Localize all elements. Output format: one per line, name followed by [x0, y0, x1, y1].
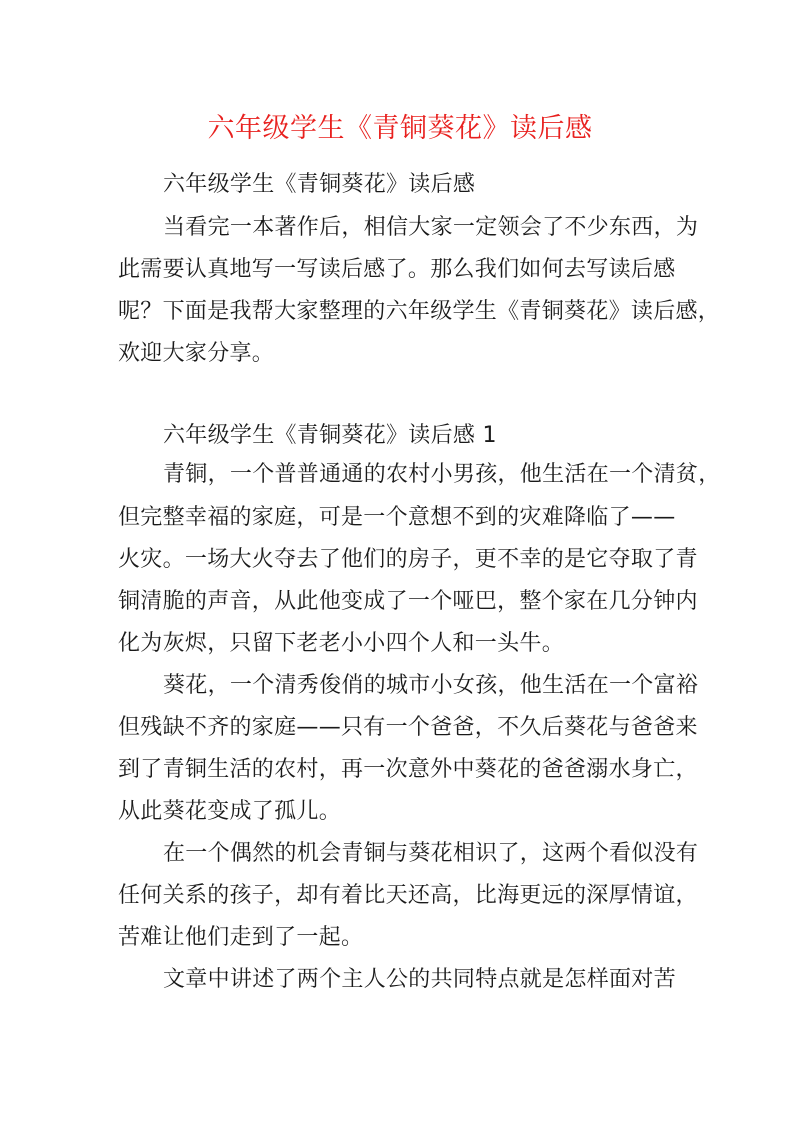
paragraph-line: 苦难让他们走到了一起。 — [118, 925, 364, 950]
paragraph-line: 化为灰烬，只留下老老小小四个人和一头牛。 — [118, 631, 565, 656]
paragraph-line: 呢？下面是我帮大家整理的六年级学生《青铜葵花》读后感， — [118, 299, 721, 324]
paragraph-line: 铜清脆的声音，从此他变成了一个哑巴，整个家在几分钟内 — [118, 589, 698, 614]
paragraph-line: 但完整幸福的家庭，可是一个意想不到的灾难降临了—— — [118, 505, 676, 530]
paragraph-line: 但残缺不齐的家庭——只有一个爸爸，不久后葵花与爸爸来 — [118, 715, 698, 740]
paragraph-line: 在一个偶然的机会青铜与葵花相识了，这两个看似没有 — [163, 841, 699, 866]
paragraph-line: 文章中讲述了两个主人公的共同特点就是怎样面对苦 — [163, 967, 676, 992]
paragraph-line: 火灾。一场大火夺去了他们的房子，更不幸的是它夺取了青 — [118, 547, 698, 572]
paragraph-line: 葵花，一个清秀俊俏的城市小女孩，他生活在一个富裕 — [163, 673, 699, 698]
paragraph-line: 青铜，一个普普通通的农村小男孩，他生活在一个清贫， — [163, 462, 721, 487]
paragraph-line: 到了青铜生活的农村，再一次意外中葵花的爸爸溺水身亡， — [118, 757, 698, 782]
paragraph-line: 从此葵花变成了孤儿。 — [118, 799, 342, 824]
subtitle-line: 六年级学生《青铜葵花》读后感 — [163, 172, 476, 197]
paragraph-line: 任何关系的孩子，却有着比天还高，比海更远的深厚情谊， — [118, 883, 698, 908]
paragraph-line: 此需要认真地写一写读后感了。那么我们如何去写读后感 — [118, 257, 676, 282]
paragraph-line: 欢迎大家分享。 — [118, 341, 275, 366]
section-heading: 六年级学生《青铜葵花》读后感 1 — [163, 423, 497, 448]
document-title: 六年级学生《青铜葵花》读后感 — [207, 113, 593, 144]
paragraph-line: 当看完一本著作后，相信大家一定领会了不少东西，为 — [163, 215, 699, 240]
